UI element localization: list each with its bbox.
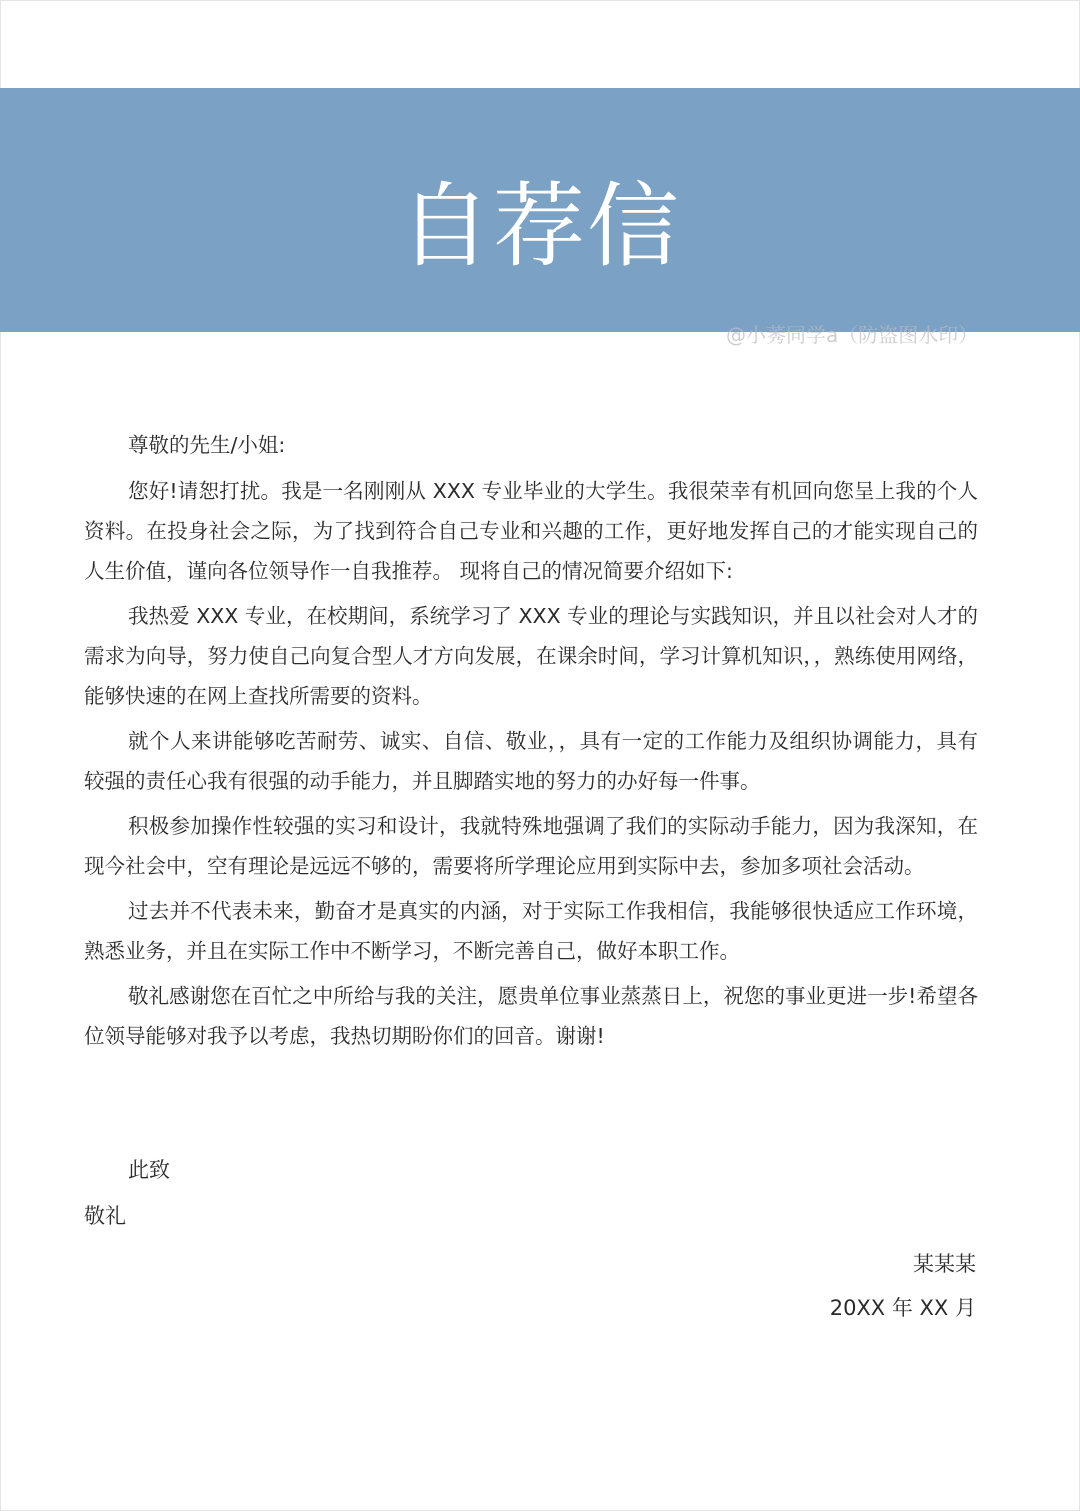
closing-line-2: 敬礼 — [84, 1204, 126, 1228]
letter-paragraph: 敬礼感谢您在百忙之中所给与我的关注，愿贵单位事业蒸蒸日上，祝您的事业更进一步!希望各位领导能够对我予以考虑，我热切期盼你们的回音。谢谢! — [84, 984, 978, 1048]
letter-paragraph: 就个人来讲能够吃苦耐劳、诚实、自信、敬业，，具有一定的工作能力及组织协调能力，具有较强的责任心我有很强的动手能力，并且脚踏实地的努力的办好每一件事。 — [84, 729, 978, 793]
letter-paragraph: 您好!请恕打扰。我是一名刚刚从 XXX 专业毕业的大学生。我很荣幸有机回向您呈上我的个人资料。在投身社会之际，为了找到符合自己专业和兴趣的工作，更好地发挥自己的才能实现自己的人生价值，谨向各位领导作一自我推荐。 现将自己的情况简要介绍如下: — [84, 479, 978, 583]
letter-paragraph: 积极参加操作性较强的实习和设计，我就特殊地强调了我们的实际动手能力，因为我深知，在现今社会中，空有理论是远远不够的，需要将所学理论应用到实际中去，参加多项社会活动。 — [84, 814, 978, 878]
letter-paragraph: 我热爱 XXX 专业，在校期间，系统学习了 XXX 专业的理论与实践知识，并且以社会对人才的需求为向导，努力使自己向复合型人才方向发展，在课余时间，学习计算机知识，，熟练使用网络，能够快速的在网上查找所需要的资料。 — [84, 604, 978, 708]
letter-body — [84, 425, 978, 1061]
letter-closing — [84, 1150, 978, 1236]
signature-date: 20XX 年 XX 月 — [829, 1296, 976, 1320]
closing-line-1: 此致 — [128, 1158, 170, 1182]
signature-name: 某某某 — [913, 1252, 976, 1276]
letter-paragraph: 过去并不代表未来，勤奋才是真实的内涵，对于实际工作我相信，我能够很快适应工作环境，熟悉业务，并且在实际工作中不断学习，不断完善自己，做好本职工作。 — [84, 899, 978, 963]
page-title: 自荐信 — [398, 173, 681, 280]
letter-salutation: 尊敬的先生/小姐: — [128, 433, 286, 457]
watermark-text: @小莠同学a（防盗图水印） — [726, 323, 979, 347]
signature-block — [830, 1242, 976, 1330]
